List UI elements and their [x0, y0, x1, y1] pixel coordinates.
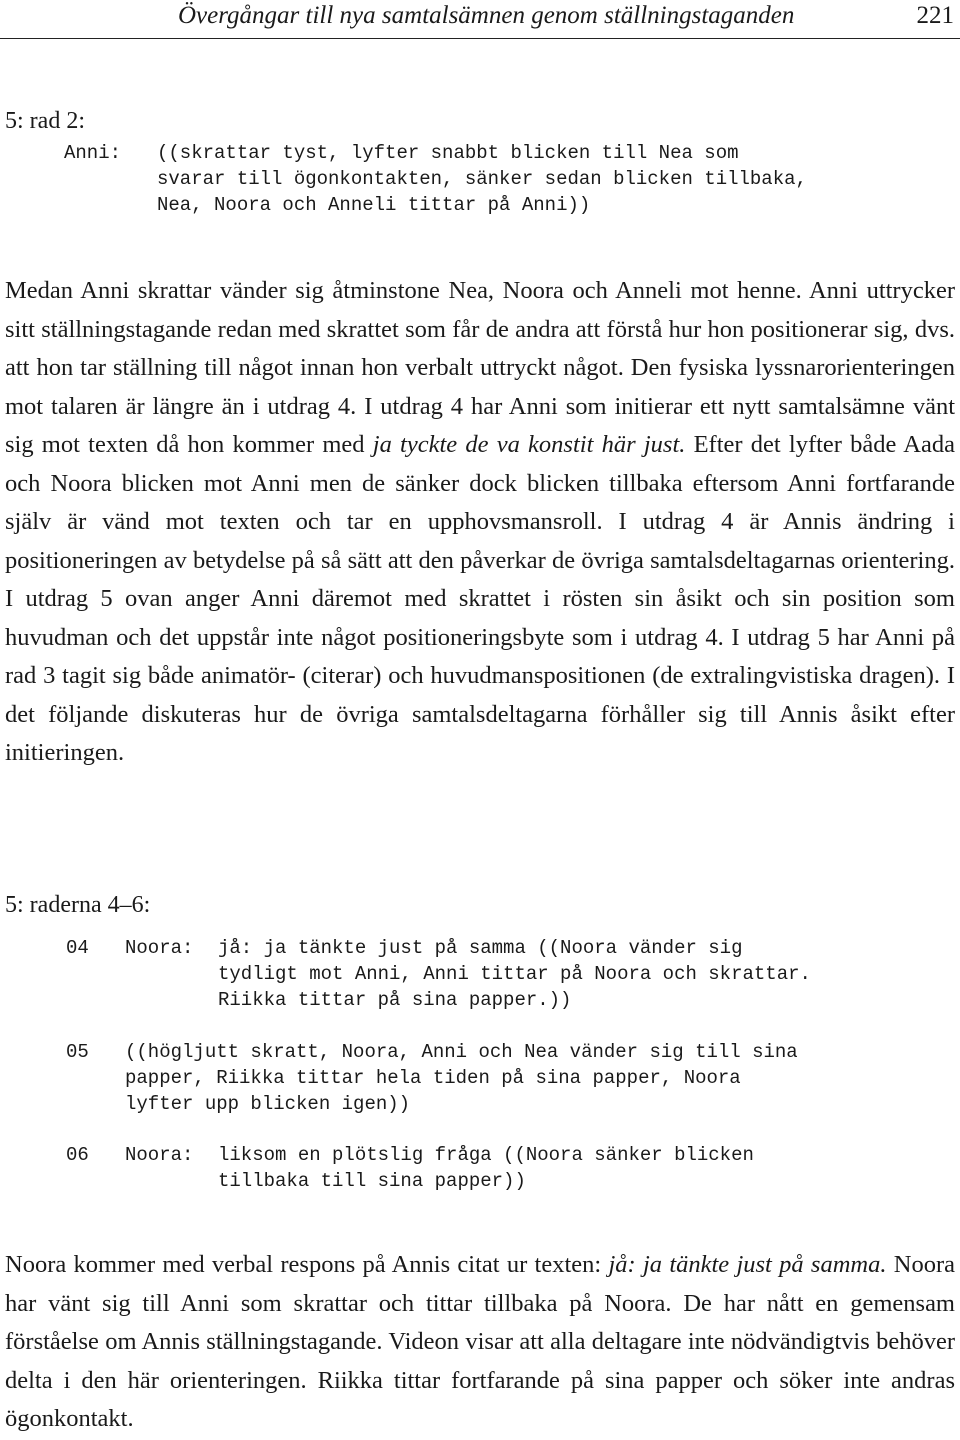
line-number: 04	[66, 937, 89, 959]
line-number: 05	[66, 1041, 89, 1063]
running-header	[0, 0, 960, 40]
line-number: 06	[66, 1144, 89, 1166]
transcript-line: tydligt mot Anni, Anni tittar på Noora och skrattar.	[218, 963, 811, 985]
body-paragraph-2	[5, 1246, 955, 1439]
paragraph-text: Noora har vänt sig till Anni som skrattar och tittar tillbaka på Noora. De har nått en gemensam förståelse om Annis ställningstagande. Videon visar att alla deltagare inte nödvändigtvis behöver delta i den här orienteringen. Riikka tittar fortfarande på sina papper och söker inte andras ögonkontakt.	[5, 1251, 955, 1432]
excerpt-1-label: 5: rad 2:	[5, 108, 85, 134]
transcript-speaker: Noora:	[125, 937, 194, 959]
transcript-speaker: Noora:	[125, 1144, 194, 1166]
body-paragraph-1	[5, 272, 955, 773]
transcript-line: tillbaka till sina papper))	[218, 1170, 526, 1192]
running-title: Övergångar till nya samtalsämnen genom ställningstaganden	[178, 2, 795, 29]
transcript-line: svarar till ögonkontakten, sänker sedan blicken tillbaka,	[157, 168, 807, 190]
paragraph-text: Noora kommer med verbal respons på Annis citat ur texten:	[5, 1251, 609, 1278]
transcript-line: Nea, Noora och Anneli tittar på Anni))	[157, 194, 591, 216]
quoted-utterance: ja tyckte de va konstit här just.	[372, 431, 686, 458]
transcript-line: jå: ja tänkte just på samma ((Noora vänder sig	[218, 937, 743, 959]
excerpt-2-label: 5: raderna 4–6:	[5, 892, 151, 918]
transcript-line: papper, Riikka tittar hela tiden på sina papper, Noora	[125, 1067, 741, 1089]
page-number: 221	[916, 2, 954, 29]
paragraph-text: Efter det lyfter både Aada och Noora blicken mot Anni men de sänker dock blicken tillbaka eftersom Anni fortfarande själv är vänd mot texten och tar en upphovsmansroll. I utdrag 4 är Annis ändring i positioneringen av betydelse på så sätt att den påverkar de övriga samtalsdeltagarnas orientering. I utdrag 5 ovan anger Anni däremot med skrattet i rösten sin åsikt och sin position som huvudman och det uppstår inte något positioneringsbyte som i utdrag 4. I utdrag 5 har Anni på rad 3 tagit sig både animatör- (citerar) och huvudmanspositionen (de extralingvistiska dragen). I det följande diskuteras hur de övriga samtalsdeltagarna förhåller sig till Annis åsikt efter initieringen.	[5, 431, 955, 766]
transcript-line: Riikka tittar på sina papper.))	[218, 989, 572, 1011]
transcript-line: ((högljutt skratt, Noora, Anni och Nea vänder sig till sina	[125, 1041, 798, 1063]
transcript-line: lyfter upp blicken igen))	[125, 1093, 411, 1115]
transcript-line: liksom en plötslig fråga ((Noora sänker blicken	[218, 1144, 754, 1166]
paragraph-text: Medan Anni skrattar vänder sig åtminstone Nea, Noora och Anneli mot henne. Anni uttrycker sitt ställningstagande redan med skrattet som får de andra att förstå hur hon positionerar sig, dvs. att hon tar ställning till något innan hon verbalt uttryckt något. Den fysiska lyssnarorienteringen mot talaren är längre än i utdrag 4. I utdrag 4 har Anni som initierar ett nytt samtalsämne vänt sig mot texten då hon kommer med	[5, 277, 955, 458]
header-rule	[0, 38, 960, 39]
transcript-speaker: Anni:	[64, 142, 122, 164]
quoted-utterance: jå: ja tänkte just på samma.	[608, 1251, 887, 1278]
transcript-line: ((skrattar tyst, lyfter snabbt blicken till Nea som	[157, 142, 739, 164]
